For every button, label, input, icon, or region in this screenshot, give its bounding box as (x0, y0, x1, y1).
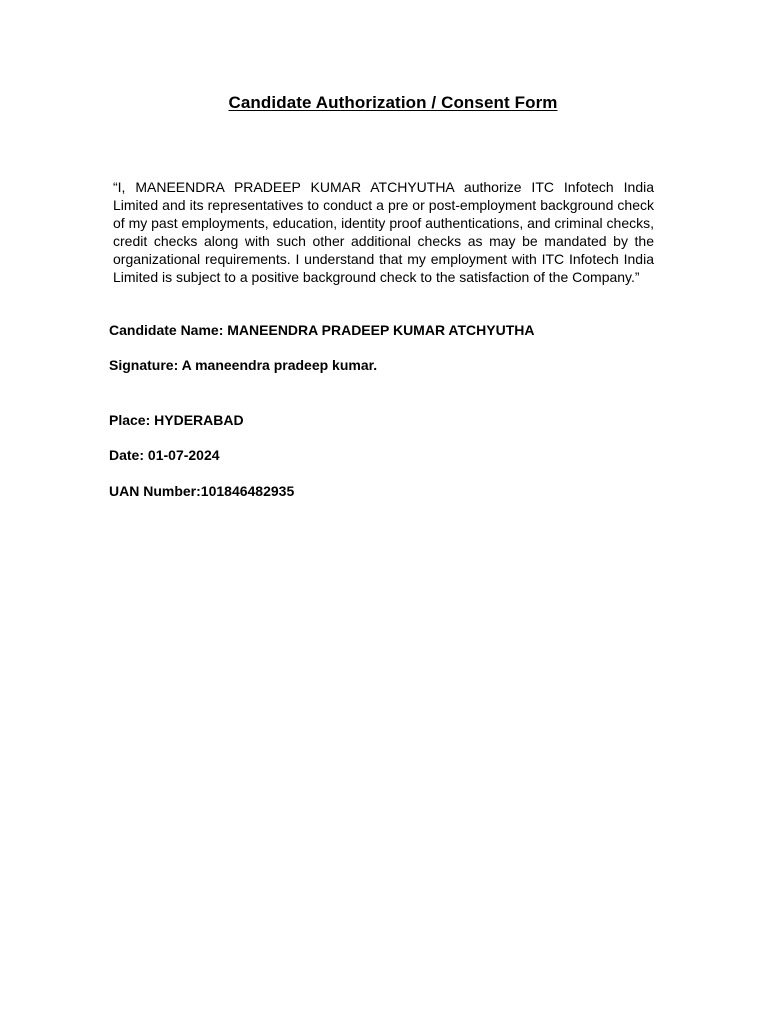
signature-value: A maneendra pradeep kumar. (181, 357, 378, 373)
date-label: Date (109, 447, 140, 463)
date-value: 01-07-2024 (147, 447, 220, 463)
date-field: Date: 01-07-2024 (109, 447, 220, 463)
form-title: Candidate Authorization / Consent Form (228, 93, 558, 112)
candidate-name-field: Candidate Name: MANEENDRA PRADEEP KUMAR ATCHYUTHA (109, 322, 535, 338)
candidate-name-value: MANEENDRA PRADEEP KUMAR ATCHYUTHA (227, 322, 535, 338)
uan-number-field: UAN Number:101846482935 (109, 483, 295, 499)
uan-number-value: 101846482935 (200, 483, 295, 499)
consent-statement: “I, MANEENDRA PRADEEP KUMAR ATCHYUTHA authorize ITC Infotech India Limited and its representatives to conduct a pre or post-employment background check of my past employments, education, identity proof authentications, and criminal checks, credit checks along with such other additional checks as may be mandated by the organizational requirements. I understand that my employment with ITC Infotech India Limited is subject to a positive background check to the satisfaction of the Company.” (113, 179, 654, 285)
signature-field: Signature: A maneendra pradeep kumar. (109, 357, 378, 373)
place-value: HYDERABAD (154, 412, 244, 428)
place-label: Place (109, 412, 146, 428)
uan-number-label: UAN Number (109, 483, 197, 499)
signature-label: Signature (109, 357, 174, 373)
candidate-name-label: Candidate Name (109, 322, 219, 338)
place-field: Place: HYDERABAD (109, 412, 244, 428)
